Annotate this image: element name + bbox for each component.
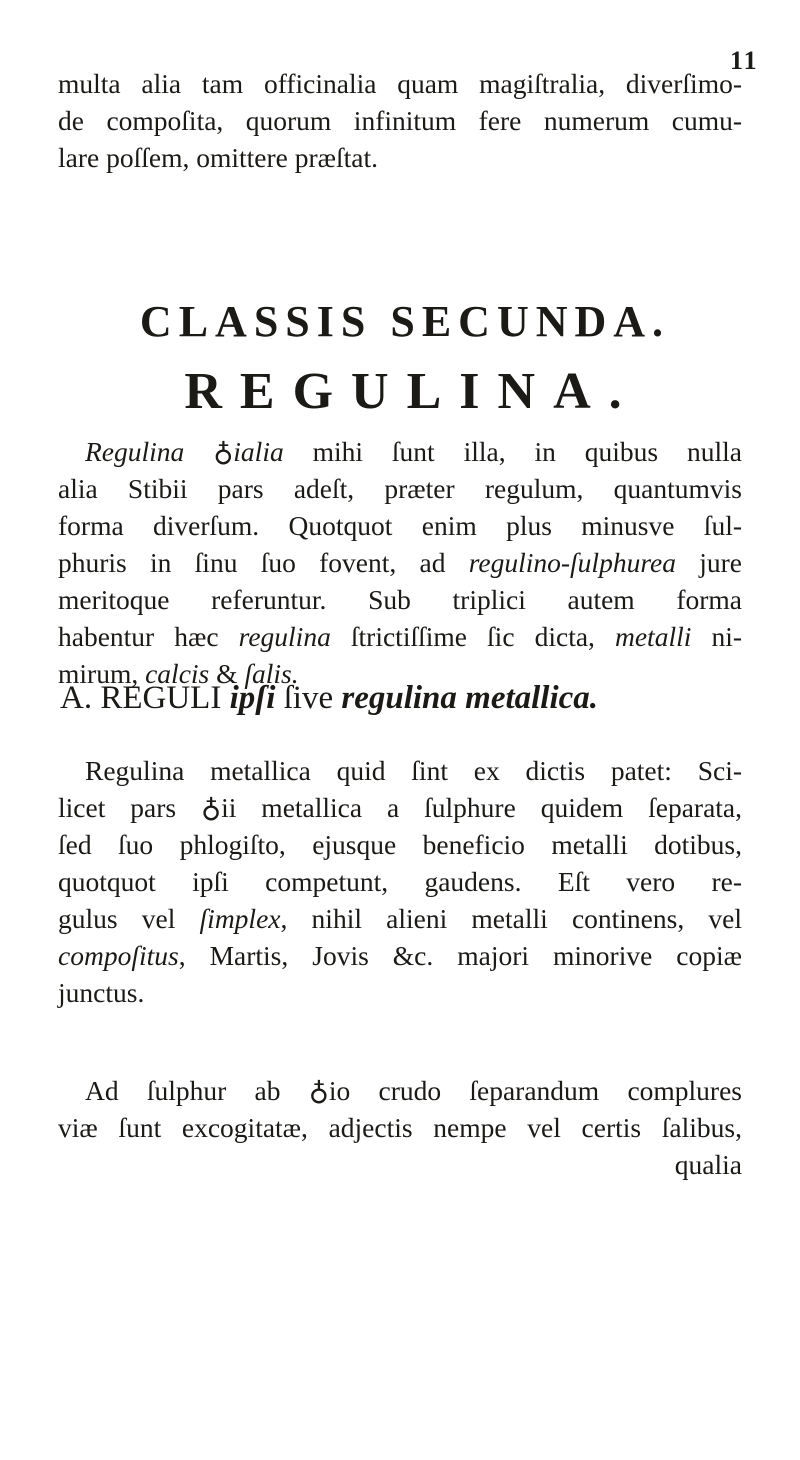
text-line: Regulina metallica quid ſint ex dictis patet: Sci- — [85, 755, 742, 786]
term-stibialia: ♁ialia — [213, 436, 284, 467]
text-span: ſive — [275, 680, 342, 716]
subsection-term: regulina metallica. — [341, 680, 599, 716]
text-span: phuris in ſinu ſuo fovent, ad — [58, 547, 469, 578]
text-line: quotquot ipſi competunt, gaudens. Eſt vero re- — [58, 866, 742, 897]
text-span: mihi ſunt illa, in quibus nulla — [283, 436, 742, 467]
subsection-label: A. REGULI — [60, 680, 230, 716]
term-metalli: metalli — [614, 621, 692, 652]
text-line: Ad ſulphur ab ♁io crudo ſeparandum complures — [85, 1075, 742, 1106]
metallica-paragraph — [58, 752, 742, 1011]
text-span: jure — [675, 547, 742, 578]
catchword: qualia — [674, 1149, 742, 1180]
term-calcis: calcis — [145, 658, 210, 689]
text-line: alia Stibii pars adeſt, præter regulum, quantumvis — [58, 473, 742, 504]
text-span: , Martis, Jovis &c. majori minorive copiæ — [178, 940, 742, 971]
text-span: ni- — [691, 621, 742, 652]
subsection-term: ipſi — [229, 680, 276, 716]
text-span: , nihil alieni metalli continens, vel — [280, 903, 742, 934]
text-line: licet pars ♁ii metallica a ſulphure quidem ſeparata, — [58, 792, 742, 823]
section-title: REGULINA. — [184, 363, 640, 420]
regulina-paragraph — [58, 433, 742, 692]
text-span: habentur hæc — [58, 621, 239, 652]
text-line: de compoſita, quorum infinitum fere numerum cumu- — [58, 105, 742, 136]
text-line: multa alia tam officinalia quam magiſtralia, diverſimo- — [58, 68, 742, 99]
text-line: ſed ſuo phlogiſto, ejusque beneficio metalli dotibus, — [58, 829, 742, 860]
text-line — [58, 937, 742, 974]
term-salis: ſalis. — [244, 658, 299, 689]
text-line: forma diverſum. Quotquot enim plus minusve ſul- — [58, 510, 742, 541]
text-span: ſtrictiſſime ſic dicta, — [330, 621, 615, 652]
text-line — [58, 433, 742, 470]
text-line: lare poſſem, omittere præſtat. — [58, 142, 378, 173]
page-number: 11 — [730, 46, 759, 75]
text-span: & — [209, 658, 245, 689]
intro-paragraph — [58, 65, 742, 176]
sulphur-paragraph — [58, 1072, 742, 1183]
text-line: meritoque referuntur. Sub triplici autem forma — [58, 584, 742, 615]
text-line — [58, 618, 742, 655]
term-regulina: regulina — [238, 621, 331, 652]
class-heading: CLASSIS SECUNDA. — [139, 297, 671, 346]
text-line — [58, 544, 742, 581]
text-line: junctus. — [58, 977, 145, 1008]
term-compositus: compoſitus — [58, 940, 179, 971]
text-span: gulus vel — [58, 903, 200, 934]
subsection-heading — [60, 680, 598, 717]
term-simplex: ſimplex — [199, 903, 281, 934]
text-span: mirum, — [58, 658, 146, 689]
term-regulino-sulphurea: regulino-ſulphurea — [468, 547, 676, 578]
text-line: viæ ſunt excogitatæ, adjectis nempe vel certis ſalibus, — [58, 1112, 742, 1143]
text-line — [58, 900, 742, 937]
term-regulina: Regulina — [85, 436, 185, 467]
